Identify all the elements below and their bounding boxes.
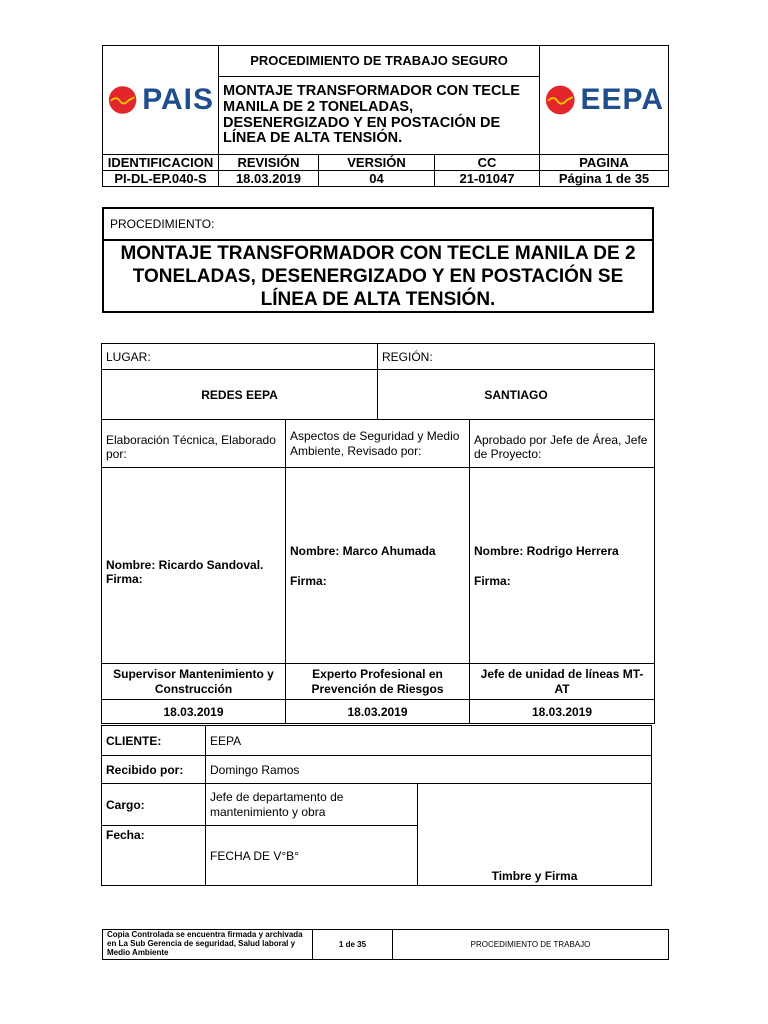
col-revision: REVISIÓN xyxy=(219,155,319,171)
region-label: REGIÓN: xyxy=(378,344,655,370)
val-version: 04 xyxy=(319,171,435,187)
fecha-label: Fecha: xyxy=(102,826,206,886)
timbre-firma: Timbre y Firma xyxy=(418,784,652,886)
revisado-date: 18.03.2019 xyxy=(286,700,470,724)
elaborado-signature-cell xyxy=(102,468,286,664)
header-title: MONTAJE TRANSFORMADOR CON TECLE MANILA DE 2 TONELADAS, DESENERGIZADO Y EN POSTACIÓN DE LÍNEA DE ALTA TENSIÓN. xyxy=(219,77,540,155)
lugar-label: LUGAR: xyxy=(102,344,378,370)
cargo-label: Cargo: xyxy=(102,784,206,826)
revisado-header: Aspectos de Seguridad y Medio Ambiente, Revisado por: xyxy=(286,420,470,468)
elaborado-date: 18.03.2019 xyxy=(102,700,286,724)
lugar-value: REDES EEPA xyxy=(102,370,378,420)
revisado-firma: Firma: xyxy=(290,573,327,588)
region-value: SANTIAGO xyxy=(378,370,655,420)
cargo-value: Jefe de departamento de mantenimiento y obra xyxy=(206,784,418,826)
pais-logo xyxy=(107,83,214,117)
aprobado-signature-cell xyxy=(470,468,655,664)
col-version: VERSIÓN xyxy=(319,155,435,171)
recibido-label: Recibido por: xyxy=(102,756,206,784)
fecha-value: FECHA DE V°B° xyxy=(206,826,418,886)
revisado-signature-cell xyxy=(286,468,470,664)
aprobado-firma: Firma: xyxy=(474,573,511,588)
footer-page: 1 de 35 xyxy=(313,930,393,960)
eepa-logo-text: EEPA xyxy=(580,83,664,117)
cliente-value: EEPA xyxy=(206,726,652,756)
col-identificacion: IDENTIFICACION xyxy=(103,155,219,171)
aprobado-header: Aprobado por Jefe de Área, Jefe de Proyecto: xyxy=(470,420,655,468)
cliente-label: CLIENTE: xyxy=(102,726,206,756)
procedure-box xyxy=(102,207,654,313)
eepa-logo-icon xyxy=(544,83,577,117)
elaborado-header: Elaboración Técnica, Elaborado por: xyxy=(102,420,286,468)
header-subtitle: PROCEDIMIENTO DE TRABAJO SEGURO xyxy=(219,46,540,77)
eepa-logo xyxy=(544,83,664,117)
page-footer xyxy=(102,929,669,960)
aprobado-role: Jefe de unidad de líneas MT-AT xyxy=(470,664,655,700)
elaborado-name: Nombre: Ricardo Sandoval. xyxy=(106,557,264,572)
approval-table xyxy=(101,343,655,724)
procedure-divider xyxy=(104,239,652,241)
aprobado-name: Nombre: Rodrigo Herrera xyxy=(474,543,619,558)
elaborado-firma: Firma: xyxy=(106,571,143,586)
col-pagina: PAGINA xyxy=(540,155,669,171)
revisado-role: Experto Profesional en Prevención de Riesgos xyxy=(286,664,470,700)
col-cc: CC xyxy=(435,155,540,171)
revisado-name: Nombre: Marco Ahumada xyxy=(290,543,436,558)
elaborado-role: Supervisor Mantenimiento y Construcción xyxy=(102,664,286,700)
footer-doc: PROCEDIMIENTO DE TRABAJO xyxy=(393,930,669,960)
client-table xyxy=(101,725,652,886)
logo-right-cell xyxy=(540,46,669,155)
footer-note: Copia Controlada se encuentra firmada y archivada en La Sub Gerencia de seguridad, Salud laboral y Medio Ambiente xyxy=(103,930,313,960)
aprobado-date: 18.03.2019 xyxy=(470,700,655,724)
procedure-title: MONTAJE TRANSFORMADOR CON TECLE MANILA DE 2 TONELADAS, DESENERGIZADO Y EN POSTACIÓN SE LÍNEA DE ALTA TENSIÓN. xyxy=(120,243,636,310)
val-revision: 18.03.2019 xyxy=(219,171,319,187)
procedure-label: PROCEDIMIENTO: xyxy=(110,217,215,231)
val-identificacion: PI-DL-EP.040-S xyxy=(103,171,219,187)
document-header xyxy=(102,45,669,187)
val-pagina: Página 1 de 35 xyxy=(540,171,669,187)
val-cc: 21-01047 xyxy=(435,171,540,187)
pais-logo-text: PAIS xyxy=(142,83,214,117)
recibido-value: Domingo Ramos xyxy=(206,756,652,784)
logo-left-cell xyxy=(103,46,219,155)
pais-logo-icon xyxy=(107,83,138,117)
